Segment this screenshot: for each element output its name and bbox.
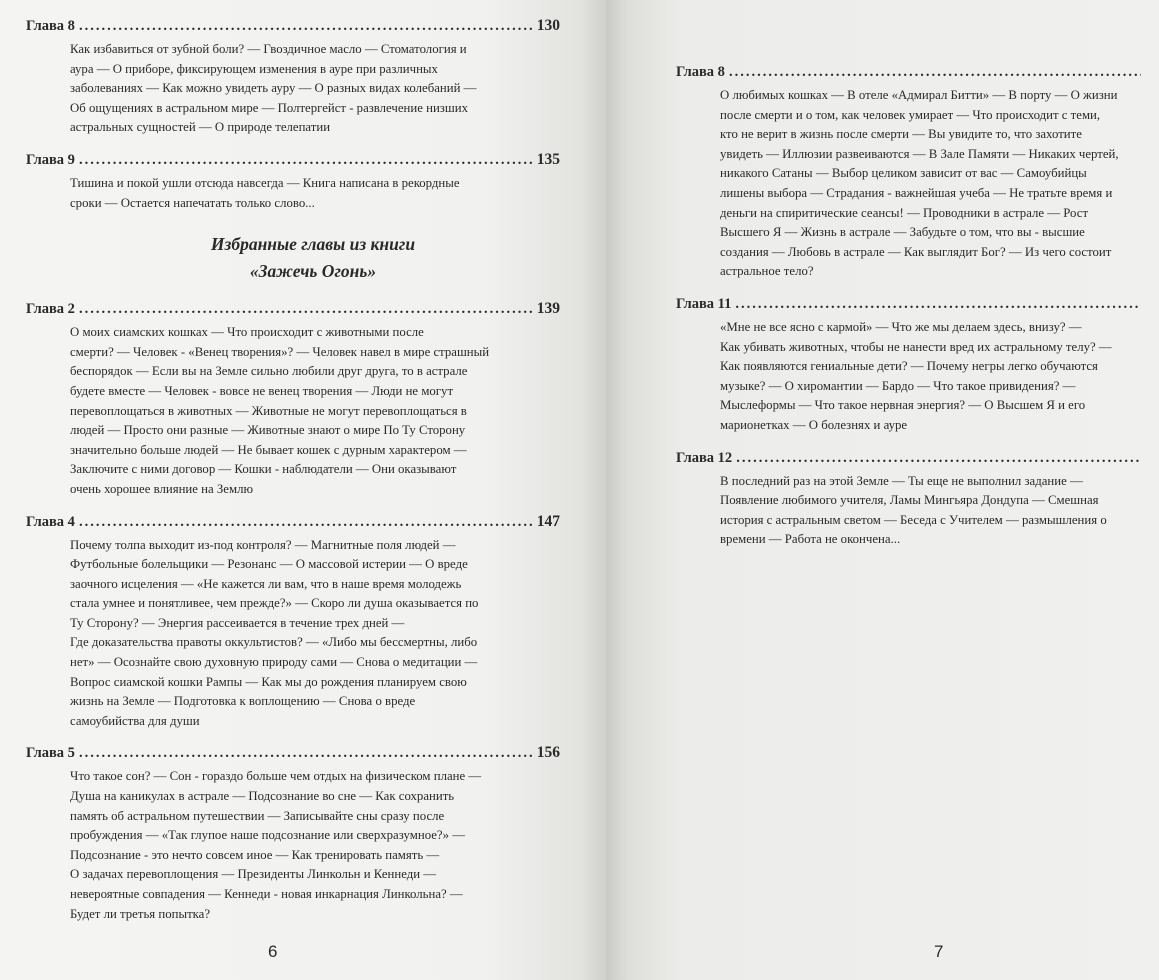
summary-line: жизнь на Земле — Подготовка к воплощению — Снова о вреде — [70, 694, 416, 709]
summary-line: Мыслеформы — Что такое нервная энергия? — О Высшем Я и его — [720, 398, 1086, 413]
chapter-summary — [720, 86, 1145, 282]
chapter-page-number: 156 — [536, 744, 560, 762]
summary-line: стала умнее и понятливее, чем прежде?» — Скоро ли душа оказывается по — [70, 596, 479, 611]
chapter-heading — [676, 62, 1145, 82]
dot-leader — [79, 299, 533, 319]
summary-line: марионетках — О болезнях и ауре — [720, 417, 908, 432]
summary-line: астральных сущностей — О природе телепатии — [70, 120, 331, 135]
dot-leader — [79, 512, 533, 532]
chapter-summary — [70, 174, 560, 213]
chapter-page-number: 130 — [536, 17, 560, 34]
summary-line: О задачах перевоплощения — Президенты Линкольн и Кеннеди — — [70, 867, 437, 882]
chapter-title: Глава 5 — [26, 745, 75, 762]
summary-line: аура — О приборе, фиксирующем изменения в ауре при различных — [70, 61, 438, 76]
chapter-summary — [720, 318, 1145, 436]
summary-line: сроки — Остается напечатать только слово... — [70, 195, 315, 210]
summary-line: будете вместе — Человек - вовсе не венец творения — Люди не могут — [70, 383, 454, 398]
chapter-summary — [70, 40, 560, 138]
summary-line: очень хорошее влияние на Землю — [70, 481, 254, 496]
summary-line: невероятные совпадения — Кеннеди - новая инкарнация Линкольна? — — [70, 887, 463, 901]
chapter-page-number: 147 — [536, 512, 560, 530]
dot-leader — [735, 294, 1141, 314]
summary-line: значительно больше людей — Не бывает кошек с дурным характером — — [70, 442, 467, 457]
summary-line: музыке? — О хиромантии — Бардо — Что такое привидения? — — [720, 378, 1076, 393]
summary-line: Где доказательства правоты оккультистов? — «Либо мы бессмертны, либо — [70, 635, 478, 650]
chapter-heading — [26, 299, 560, 319]
left-chapters-top — [26, 16, 560, 213]
chapter-title: Глава 9 — [26, 151, 75, 168]
summary-line: Будет ли третья попытка? — [70, 906, 211, 921]
summary-line: пробуждения — «Так глупое наше подсознание или сверхразумное?» — — [70, 828, 466, 843]
summary-line: увидеть — Иллюзии развеиваются — В Зале Памяти — Никаких чертей, — [720, 146, 1119, 161]
summary-line: Как появляются гениальные дети? — Почему негры легко обучаются — [720, 359, 1098, 374]
dot-leader — [736, 448, 1141, 468]
chapter-summary — [70, 767, 560, 924]
summary-line: деньги на спиритические сеансы! — Проводники в астрале — Рост — [720, 205, 1089, 220]
summary-line: астральное тело? — [720, 264, 814, 279]
summary-line: Высшего Я — Жизнь в астрале — Забудьте о том, что вы - высшие — [720, 225, 1085, 240]
dot-leader — [729, 62, 1141, 82]
summary-line: заочного исцеления — «Не кажется ли вам, что в наше время молодежь — [70, 576, 462, 591]
summary-line: заболеваниях — Как можно увидеть ауру — О разных видах колебаний — — [70, 81, 477, 96]
summary-line: Футбольные болельщики — Резонанс — О массовой истерии — О вреде — [70, 557, 468, 572]
summary-line: после смерти и о том, как человек умирает — Что происходит с теми, — [720, 107, 1101, 122]
summary-line: создания — Любовь в астрале — Как выглядит Бог? — Из чего состоит — [720, 244, 1112, 259]
chapter-page-number: 139 — [536, 300, 560, 318]
summary-line: О любимых кошках — В отеле «Адмирал Битти» — В порту — О жизни — [720, 88, 1118, 102]
summary-line: «Мне не все ясно с кармой» — Что же мы делаем здесь, внизу? — — [720, 319, 1082, 334]
summary-line: Почему толпа выходит из-под контроля? — Магнитные поля людей — — [70, 537, 456, 552]
left-chapters-bottom — [26, 299, 560, 924]
summary-line: людей — Просто они разные — Животные знают о мире По Ту Сторону — [70, 423, 466, 438]
section-title-line-1: Избранные главы из книги — [210, 234, 416, 255]
chapter-title: Глава 8 — [676, 64, 725, 80]
summary-line: память об астральном путешествии — Записывайте сны сразу после — [70, 808, 445, 823]
summary-line: Заключите с ними договор — Кошки - наблюдатели — Они оказывают — [70, 462, 457, 477]
chapter-heading — [26, 16, 560, 36]
summary-line: В последний раз на этой Земле — Ты еще не выполнил задание — — [720, 473, 1083, 488]
chapter-heading — [26, 150, 560, 170]
chapter-heading — [676, 294, 1145, 314]
summary-line: история с астральным светом — Беседа с Учителем — размышления о — [720, 512, 1107, 527]
chapter-summary — [70, 323, 560, 499]
summary-line: лишены выбора — Страдания - важнейшая учеба — Не тратьте время и — [720, 185, 1113, 200]
toc-chapter — [676, 294, 1145, 436]
toc-chapter — [26, 512, 560, 732]
chapter-page-number: 135 — [536, 150, 560, 168]
summary-line: Как избавиться от зубной боли? — Гвоздичное масло — Стоматология и — [70, 42, 467, 56]
chapter-title: Глава 2 — [26, 301, 75, 318]
section-title — [66, 231, 560, 285]
summary-line: Душа на каникулах в астрале — Подсознание во сне — Как сохранить — [70, 789, 455, 804]
right-chapters — [676, 62, 1145, 550]
chapter-title: Глава 8 — [26, 18, 75, 34]
section-title-line-2: «Зажечь Огонь» — [249, 261, 377, 282]
toc-chapter — [26, 16, 560, 138]
summary-line: Появление любимого учителя, Ламы Мингьяра Дондупа — Смешная — [720, 493, 1099, 508]
chapter-summary — [720, 472, 1145, 550]
summary-line: О моих сиамских кошках — Что происходит с животными после — [70, 325, 424, 340]
page-number-right: 7 — [934, 942, 944, 961]
chapter-title: Глава 4 — [26, 513, 75, 530]
summary-line: никакого Сатаны — Выбор целиком зависит от вас — Самоубийцы — [720, 166, 1087, 181]
summary-line: Как убивать животных, чтобы не нанести вред их астральному телу? — — [720, 339, 1112, 354]
toc-chapter — [26, 299, 560, 499]
summary-line: Что такое сон? — Сон - гораздо больше чем отдых на физическом плане — — [70, 769, 482, 784]
chapter-heading — [26, 743, 560, 763]
dot-leader — [79, 150, 533, 170]
chapter-heading — [26, 512, 560, 532]
chapter-title: Глава 11 — [676, 295, 732, 312]
toc-chapter — [676, 62, 1145, 282]
summary-line: нет» — Осознайте свою духовную природу сами — Снова о медитации — — [70, 655, 478, 670]
summary-line: Вопрос сиамской кошки Рампы — Как мы до рождения планируем свою — [70, 674, 467, 689]
summary-line: Тишина и покой ушли отсюда навсегда — Книга написана в рекордные — [70, 175, 460, 190]
summary-line: времени — Работа не окончена... — [720, 532, 901, 547]
right-page — [606, 0, 1159, 980]
summary-line: Ту Сторону? — Энергия рассеивается в течение трех дней — — [70, 615, 405, 630]
summary-line: Подсознание - это нечто совсем иное — Как тренировать память — — [70, 847, 440, 862]
summary-line: кто не верит в жизнь после смерти — Вы увидите то, что захотите — [720, 127, 1082, 142]
chapter-title: Глава 12 — [676, 449, 733, 466]
dot-leader — [79, 743, 533, 763]
summary-line: перевоплощаться в животных — Животные не могут перевоплощаться в — [70, 403, 467, 418]
dot-leader — [79, 16, 533, 36]
summary-line: смерти? — Человек - «Венец творения»? — Человек навел в мире страшный — [70, 344, 490, 359]
toc-chapter — [676, 448, 1145, 550]
summary-line: Об ощущениях в астральном мире — Полтергейст - развлечение низших — [70, 100, 468, 115]
page-number-left: 6 — [268, 942, 278, 961]
toc-chapter — [26, 150, 560, 213]
toc-chapter — [26, 743, 560, 924]
summary-line: самоубийства для души — [70, 713, 200, 728]
chapter-heading — [676, 448, 1145, 468]
chapter-summary — [70, 536, 560, 732]
summary-line: беспорядок — Если вы на Земле сильно любили друг друга, то в астрале — [70, 364, 468, 379]
